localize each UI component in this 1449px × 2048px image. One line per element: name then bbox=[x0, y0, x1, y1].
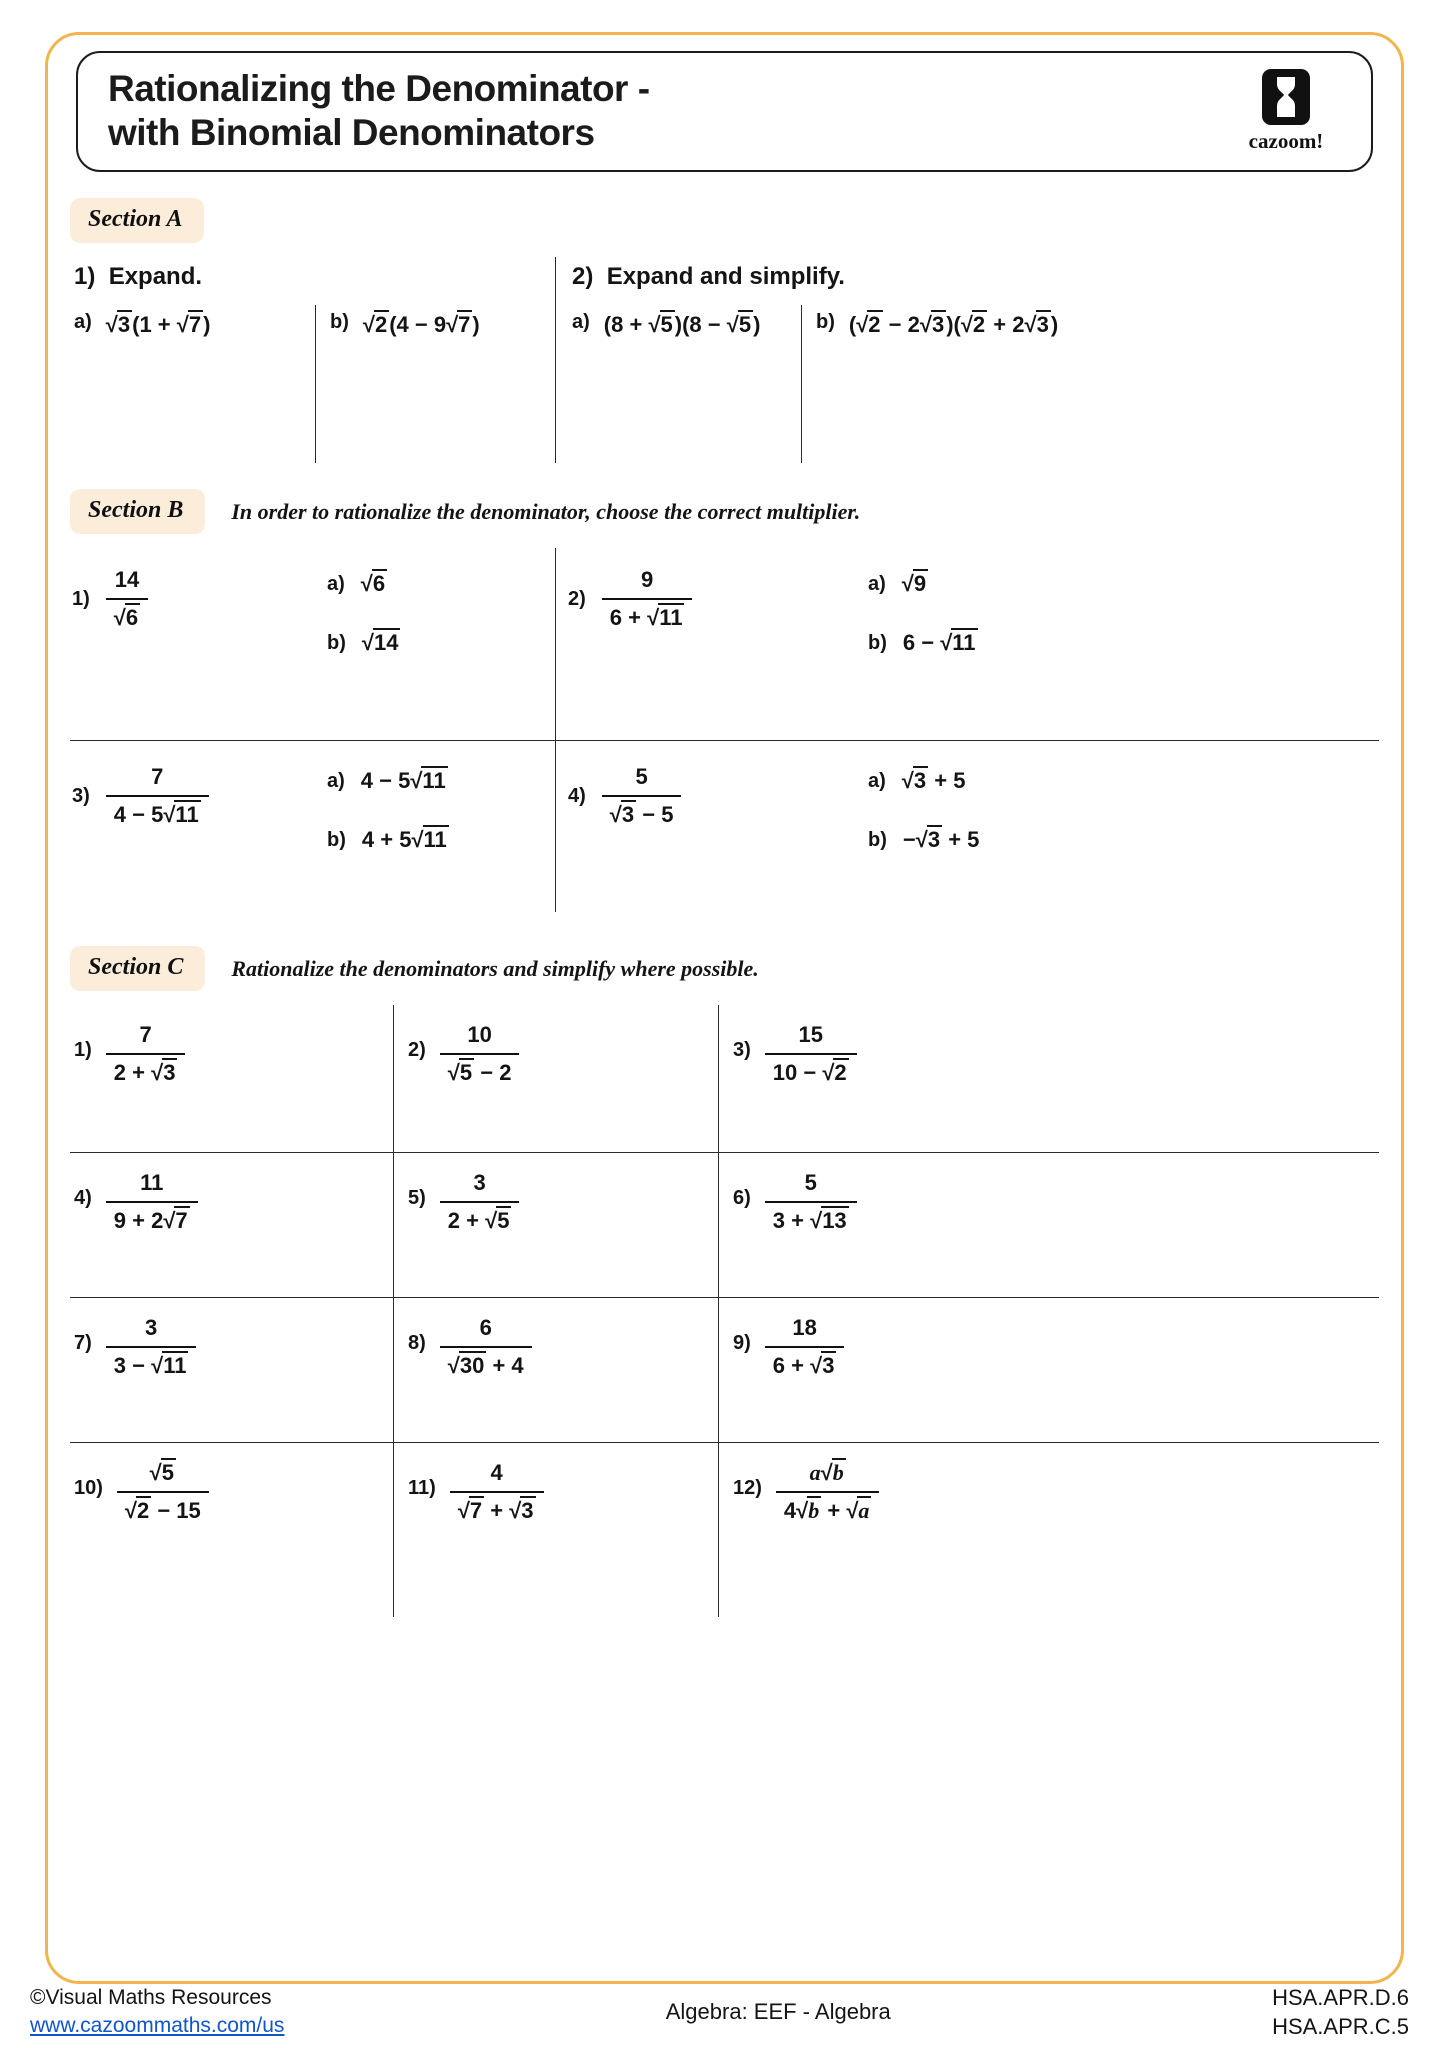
sqrt-radical: √9 bbox=[901, 571, 927, 597]
option-label: b) bbox=[327, 828, 346, 851]
problem-fraction-group bbox=[568, 566, 868, 632]
section-a-part2-heading bbox=[556, 257, 1379, 305]
fraction-numerator: 7 bbox=[151, 764, 164, 790]
part2-number: 2) bbox=[572, 263, 594, 291]
problem-number: 7) bbox=[74, 1332, 92, 1355]
fraction-denominator: √30 + 4 bbox=[440, 1346, 532, 1381]
sqrt-radical: √11 bbox=[163, 801, 199, 827]
problem-a1a bbox=[70, 305, 315, 463]
fraction bbox=[602, 763, 682, 829]
sqrt-radical: √3 bbox=[810, 1352, 835, 1378]
sqrt-radical: √11 bbox=[410, 768, 446, 794]
cazoommaths-link[interactable]: www.cazoommaths.com/us bbox=[30, 2014, 285, 2038]
fraction-numerator: 9 bbox=[641, 567, 654, 593]
problem-c8 bbox=[393, 1297, 718, 1442]
problem-label: a) bbox=[572, 311, 590, 334]
sqrt-radical: √7 bbox=[163, 1207, 188, 1233]
footer bbox=[30, 1983, 1409, 2042]
part1-items bbox=[70, 305, 555, 463]
sqrt-radical: √3 bbox=[901, 768, 927, 794]
fraction bbox=[765, 1021, 857, 1087]
sqrt-radical: √2 bbox=[822, 1059, 847, 1085]
sqrt-radical: √5 bbox=[485, 1207, 510, 1233]
standard-code-2: HSA.APR.C.5 bbox=[1272, 2014, 1409, 2040]
option-b bbox=[868, 629, 978, 658]
sqrt-radical: √14 bbox=[361, 629, 399, 655]
fraction-denominator: 3 − √11 bbox=[106, 1346, 197, 1381]
problem-number: 6) bbox=[733, 1187, 751, 1210]
problem-number: 9) bbox=[733, 1332, 751, 1355]
sqrt-radical: √b bbox=[796, 1497, 820, 1523]
sqrt-radical: √3 bbox=[1024, 312, 1049, 338]
page-title-line1: Rationalizing the Denominator - bbox=[108, 68, 650, 109]
fraction-denominator: 6 + √11 bbox=[602, 598, 693, 633]
part1-number: 1) bbox=[74, 263, 96, 291]
fraction-numerator: 10 bbox=[467, 1022, 492, 1048]
part2-items bbox=[556, 305, 1379, 463]
option-expression bbox=[902, 570, 928, 599]
sqrt-radical: √6 bbox=[360, 571, 386, 597]
fraction bbox=[776, 1459, 879, 1525]
option-label: a) bbox=[327, 770, 345, 793]
option-b bbox=[868, 826, 979, 855]
problem-number: 5) bbox=[408, 1187, 426, 1210]
problem-c2 bbox=[393, 1005, 718, 1152]
option-expression bbox=[362, 629, 401, 658]
sqrt-radical: √3 bbox=[105, 312, 131, 338]
sqrt-radical: √7 bbox=[446, 312, 471, 338]
sqrt-radical: √7 bbox=[457, 1497, 483, 1523]
sqrt-radical: √30 bbox=[447, 1352, 485, 1378]
cazoom-logo-text: cazoom! bbox=[1248, 128, 1324, 153]
page-title-line2: with Binomial Denominators bbox=[108, 111, 595, 153]
fraction-numerator: a√b bbox=[802, 1459, 854, 1491]
fraction-denominator: 2 + √5 bbox=[440, 1201, 520, 1236]
problem-label: a) bbox=[74, 311, 92, 334]
cazoom-logo bbox=[1231, 68, 1341, 154]
fraction bbox=[117, 1459, 209, 1525]
expression: √3(1 + √7) bbox=[106, 311, 211, 340]
sqrt-radical: √13 bbox=[810, 1207, 847, 1233]
page-title bbox=[108, 67, 650, 154]
problem-b3 bbox=[70, 740, 555, 912]
fraction bbox=[106, 566, 148, 632]
problem-c4 bbox=[70, 1152, 393, 1297]
fraction bbox=[106, 763, 209, 829]
problem-a2a bbox=[556, 305, 801, 463]
copyright-text: ©Visual Maths Resources bbox=[30, 1985, 272, 2009]
problem-number: 3) bbox=[72, 784, 90, 807]
fraction-numerator: 6 bbox=[479, 1315, 492, 1341]
sqrt-radical: √5 bbox=[648, 312, 673, 338]
section-a-part2 bbox=[555, 257, 1379, 463]
fraction bbox=[440, 1314, 532, 1380]
option-a bbox=[868, 570, 978, 599]
sqrt-radical: √a bbox=[846, 1497, 870, 1523]
problem-number: 2) bbox=[568, 587, 586, 610]
section-a-part1 bbox=[70, 257, 555, 463]
section-a-part1-heading bbox=[70, 257, 555, 305]
problem-number: 10) bbox=[74, 1477, 103, 1500]
fraction-numerator: 15 bbox=[798, 1022, 823, 1048]
fraction-denominator: √2 − 15 bbox=[117, 1491, 209, 1526]
fraction-denominator: 10 − √2 bbox=[765, 1053, 857, 1088]
problem-a1b bbox=[315, 305, 555, 463]
sqrt-radical: √6 bbox=[113, 604, 139, 630]
section-b-label: Section B bbox=[70, 489, 205, 534]
problem-number: 1) bbox=[72, 587, 90, 610]
expression: (√2 − 2√3)(√2 + 2√3) bbox=[849, 311, 1058, 340]
section-c-header bbox=[70, 946, 1379, 991]
sqrt-radical: √5 bbox=[149, 1460, 174, 1486]
problem-b4 bbox=[555, 740, 1379, 912]
problem-c6 bbox=[718, 1152, 1379, 1297]
fraction-numerator: 7 bbox=[139, 1022, 152, 1048]
problem-fraction-group bbox=[72, 763, 327, 829]
option-expression bbox=[361, 570, 387, 599]
option-a bbox=[327, 767, 449, 796]
fraction bbox=[440, 1169, 520, 1235]
sqrt-radical: √3 bbox=[509, 1497, 534, 1523]
problem-number: 4) bbox=[74, 1187, 92, 1210]
standard-code-1: HSA.APR.D.6 bbox=[1272, 1984, 1409, 2010]
problem-c3 bbox=[718, 1005, 1379, 1152]
problem-number: 3) bbox=[733, 1039, 751, 1062]
problem-number: 2) bbox=[408, 1039, 426, 1062]
part1-instruction: Expand. bbox=[108, 263, 203, 291]
problem-number: 4) bbox=[568, 784, 586, 807]
fraction bbox=[440, 1021, 520, 1087]
option-expression: 4 − 5√11 bbox=[361, 767, 448, 796]
fraction-denominator: 6 + √3 bbox=[765, 1346, 845, 1381]
sqrt-radical: √2 bbox=[124, 1497, 150, 1523]
sqrt-radical: √3 bbox=[609, 801, 635, 827]
sqrt-radical: √2 bbox=[362, 312, 388, 338]
fraction-denominator: √3 − 5 bbox=[602, 795, 682, 830]
sqrt-radical: √2 bbox=[856, 312, 881, 338]
sqrt-radical: √b bbox=[820, 1460, 844, 1486]
option-label: a) bbox=[327, 573, 345, 596]
problem-c7 bbox=[70, 1297, 393, 1442]
section-b-header bbox=[70, 489, 1379, 534]
problem-label: b) bbox=[816, 311, 835, 334]
sqrt-radical: √7 bbox=[176, 312, 202, 338]
fraction-denominator: 4√b + √a bbox=[776, 1491, 879, 1526]
section-a-label: Section A bbox=[70, 198, 204, 243]
option-label: b) bbox=[327, 631, 346, 654]
footer-credit-block bbox=[30, 1984, 284, 2041]
section-c-grid bbox=[70, 1005, 1379, 1617]
problem-b1 bbox=[70, 548, 555, 740]
problem-a2b bbox=[801, 305, 1379, 463]
sqrt-radical: √11 bbox=[940, 629, 976, 655]
expression: √2(4 − 9√7) bbox=[363, 311, 480, 340]
option-label: a) bbox=[868, 770, 886, 793]
problem-label: b) bbox=[330, 311, 349, 334]
problem-c5 bbox=[393, 1152, 718, 1297]
section-a-header bbox=[70, 198, 1379, 243]
answer-options bbox=[327, 566, 400, 657]
problem-c1 bbox=[70, 1005, 393, 1152]
problem-number: 11) bbox=[408, 1477, 436, 1500]
option-label: b) bbox=[868, 631, 887, 654]
fraction-numerator: 3 bbox=[473, 1170, 486, 1196]
fraction-numerator bbox=[142, 1459, 184, 1491]
problem-c11 bbox=[393, 1442, 718, 1617]
footer-standards bbox=[1272, 1983, 1409, 2042]
option-b bbox=[327, 826, 449, 855]
answer-options bbox=[868, 566, 978, 657]
header bbox=[76, 51, 1373, 172]
fraction-numerator: 4 bbox=[490, 1460, 503, 1486]
sqrt-radical: √3 bbox=[915, 826, 941, 852]
fraction-denominator: 9 + 2√7 bbox=[106, 1201, 198, 1236]
cazoom-logo-icon bbox=[1261, 68, 1311, 126]
fraction bbox=[106, 1169, 198, 1235]
fraction bbox=[106, 1021, 186, 1087]
option-label: b) bbox=[868, 828, 887, 851]
section-a-grid bbox=[70, 257, 1379, 463]
section-b-instruction: In order to rationalize the denominator, choose the correct multiplier. bbox=[231, 498, 861, 524]
problem-fraction-group bbox=[72, 566, 327, 632]
fraction-denominator bbox=[106, 598, 148, 633]
fraction-denominator: 3 + √13 bbox=[765, 1201, 857, 1236]
fraction bbox=[450, 1459, 544, 1525]
option-a bbox=[327, 570, 400, 599]
fraction-numerator: 11 bbox=[140, 1170, 164, 1196]
problem-fraction-group bbox=[568, 763, 868, 829]
fraction bbox=[106, 1314, 197, 1380]
problem-number: 1) bbox=[74, 1039, 92, 1062]
sqrt-radical: √11 bbox=[647, 604, 683, 630]
sqrt-radical: √5 bbox=[726, 312, 752, 338]
fraction bbox=[602, 566, 693, 632]
option-expression: √3 + 5 bbox=[902, 767, 966, 796]
problem-c12 bbox=[718, 1442, 1379, 1617]
fraction-numerator: 5 bbox=[635, 764, 648, 790]
section-c-instruction: Rationalize the denominators and simplify where possible. bbox=[231, 955, 759, 981]
page-border bbox=[45, 32, 1404, 1984]
expression: (8 + √5)(8 − √5) bbox=[604, 311, 761, 340]
fraction-numerator: 3 bbox=[145, 1315, 158, 1341]
problem-b2 bbox=[555, 548, 1379, 740]
fraction-denominator: 2 + √3 bbox=[106, 1053, 186, 1088]
section-b-grid bbox=[70, 548, 1379, 912]
sqrt-radical: √3 bbox=[151, 1059, 176, 1085]
sqrt-radical: √11 bbox=[151, 1352, 187, 1378]
option-label: a) bbox=[868, 573, 886, 596]
fraction bbox=[765, 1169, 857, 1235]
problem-number: 8) bbox=[408, 1332, 426, 1355]
answer-options bbox=[327, 763, 449, 854]
problem-c9 bbox=[718, 1297, 1379, 1442]
fraction-numerator: 14 bbox=[114, 567, 140, 593]
sqrt-radical: √2 bbox=[960, 312, 986, 338]
answer-options bbox=[868, 763, 979, 854]
fraction bbox=[765, 1314, 845, 1380]
sqrt-radical: √11 bbox=[411, 826, 447, 852]
problem-c10 bbox=[70, 1442, 393, 1617]
fraction-numerator: 5 bbox=[804, 1170, 817, 1196]
fraction-denominator: 4 − 5√11 bbox=[106, 795, 209, 830]
part2-instruction: Expand and simplify. bbox=[606, 263, 845, 291]
footer-topic: Algebra: EEF - Algebra bbox=[665, 1999, 891, 2025]
fraction-denominator: √7 + √3 bbox=[450, 1491, 544, 1526]
fraction-numerator: 18 bbox=[792, 1315, 817, 1341]
problem-number: 12) bbox=[733, 1477, 762, 1500]
option-b bbox=[327, 629, 400, 658]
option-expression: 4 + 5√11 bbox=[362, 826, 449, 855]
sqrt-radical: √5 bbox=[447, 1059, 473, 1085]
option-a bbox=[868, 767, 979, 796]
fraction-denominator: √5 − 2 bbox=[440, 1053, 520, 1088]
option-expression: 6 − √11 bbox=[903, 629, 978, 658]
section-c-label: Section C bbox=[70, 946, 205, 991]
sqrt-radical: √3 bbox=[919, 312, 945, 338]
option-expression: −√3 + 5 bbox=[903, 826, 980, 855]
